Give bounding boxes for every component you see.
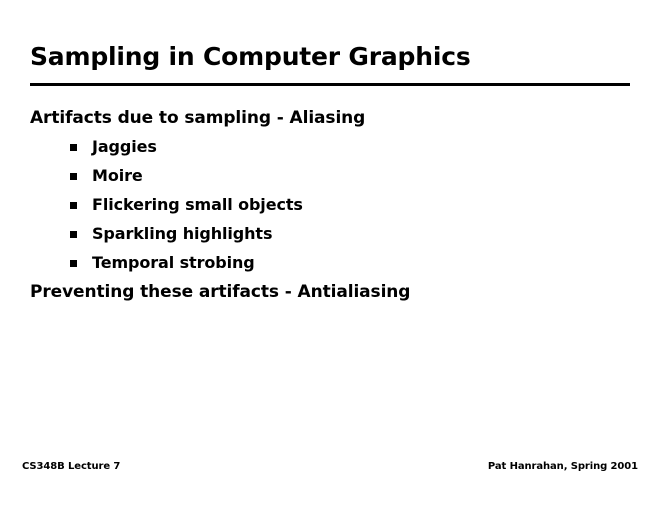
section-heading-2: Preventing these artifacts - Antialiasing [30, 282, 411, 302]
footer-left-text: CS348B Lecture 7 [22, 461, 121, 472]
page-title: Sampling in Computer Graphics [30, 42, 471, 71]
square-bullet-icon [70, 260, 77, 267]
title-divider [30, 83, 630, 86]
list-item [30, 253, 630, 272]
list-item [30, 195, 630, 214]
list-item-label: Moire [92, 166, 143, 185]
slide-body [30, 108, 630, 311]
list-item-label: Temporal strobing [92, 253, 255, 272]
list-item-label: Flickering small objects [92, 195, 303, 214]
bullet-list [30, 137, 630, 272]
footer-right-text: Pat Hanrahan, Spring 2001 [487, 461, 638, 472]
list-item-label: Jaggies [92, 137, 157, 156]
list-item [30, 166, 630, 185]
square-bullet-icon [70, 202, 77, 209]
list-item [30, 224, 630, 243]
list-item [30, 137, 630, 156]
square-bullet-icon [70, 144, 77, 151]
square-bullet-icon [70, 173, 77, 180]
list-item-label: Sparkling highlights [92, 224, 273, 243]
section-heading-1: Artifacts due to sampling - Aliasing [30, 108, 366, 128]
square-bullet-icon [70, 231, 77, 238]
